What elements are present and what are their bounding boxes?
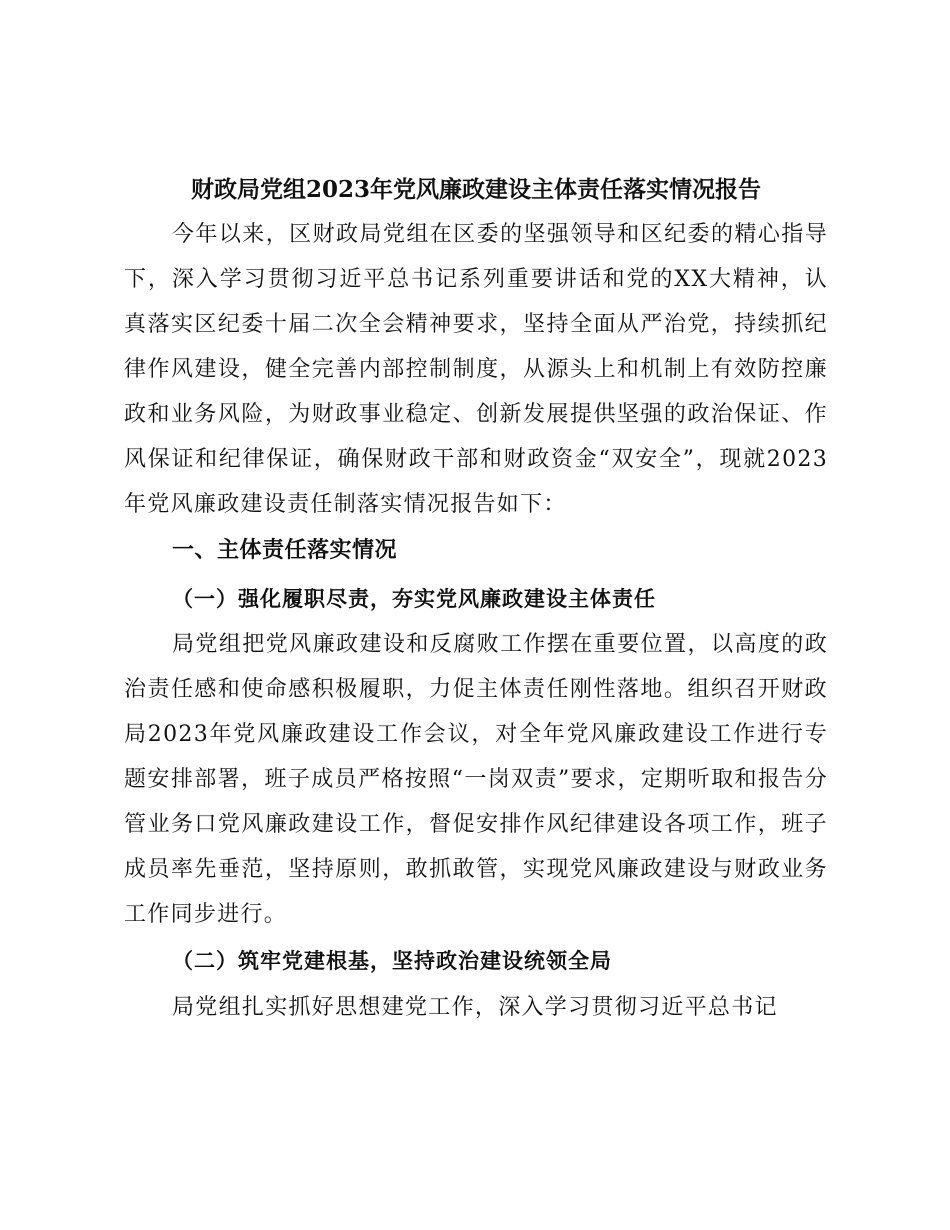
subsection-1-paragraph: 局党组把党风廉政建设和反腐败工作摆在重要位置，以高度的政治责任感和使命感积极履职，力促主体责任刚性落地。组织召开财政局2023年党风廉政建设工作会议，对全年党风廉政建设工作进行专题安排部署，班子成员严格按照“一岗双责”要求，定期听取和报告分管业务口党风廉政建设工作，督促安排作风纪律建设各项工作，班子成员率先垂范，坚持原则，敢抓敢管，实现党风廉政建设与财政业务工作同步进行。 (124, 632, 828, 927)
subsection-2-paragraph: 局党组扎实抓好思想建党工作，深入学习贯彻习近平总书记 (172, 995, 778, 1020)
subsection-heading-1: （一）强化履职尽责，夯实党风廉政建设主体责任 (172, 586, 656, 611)
subsection-heading-2: （二）筑牢党建根基，坚持政治建设统领全局 (172, 948, 612, 973)
document-title: 财政局党组2023年党风廉政建设主体责任落实情况报告 (190, 176, 761, 203)
intro-paragraph: 今年以来，区财政局党组在区委的坚强领导和区纪委的精心指导下，深入学习贯彻习近平总书记系列重要讲话和党的XX大精神，认真落实区纪委十届二次全会精神要求，坚持全面从严治党，持续抓纪律作风建设，健全完善内部控制制度，从源头上和机制上有效防控廉政和业务风险，为财政事业稳定、创新发展提供坚强的政治保证、作风保证和纪律保证，确保财政干部和财政资金“双安全”，现就2023年党风廉政建设责任制落实情况报告如下： (124, 222, 828, 517)
document-page (124, 168, 828, 1030)
section-heading-1: 一、主体责任落实情况 (172, 538, 398, 563)
